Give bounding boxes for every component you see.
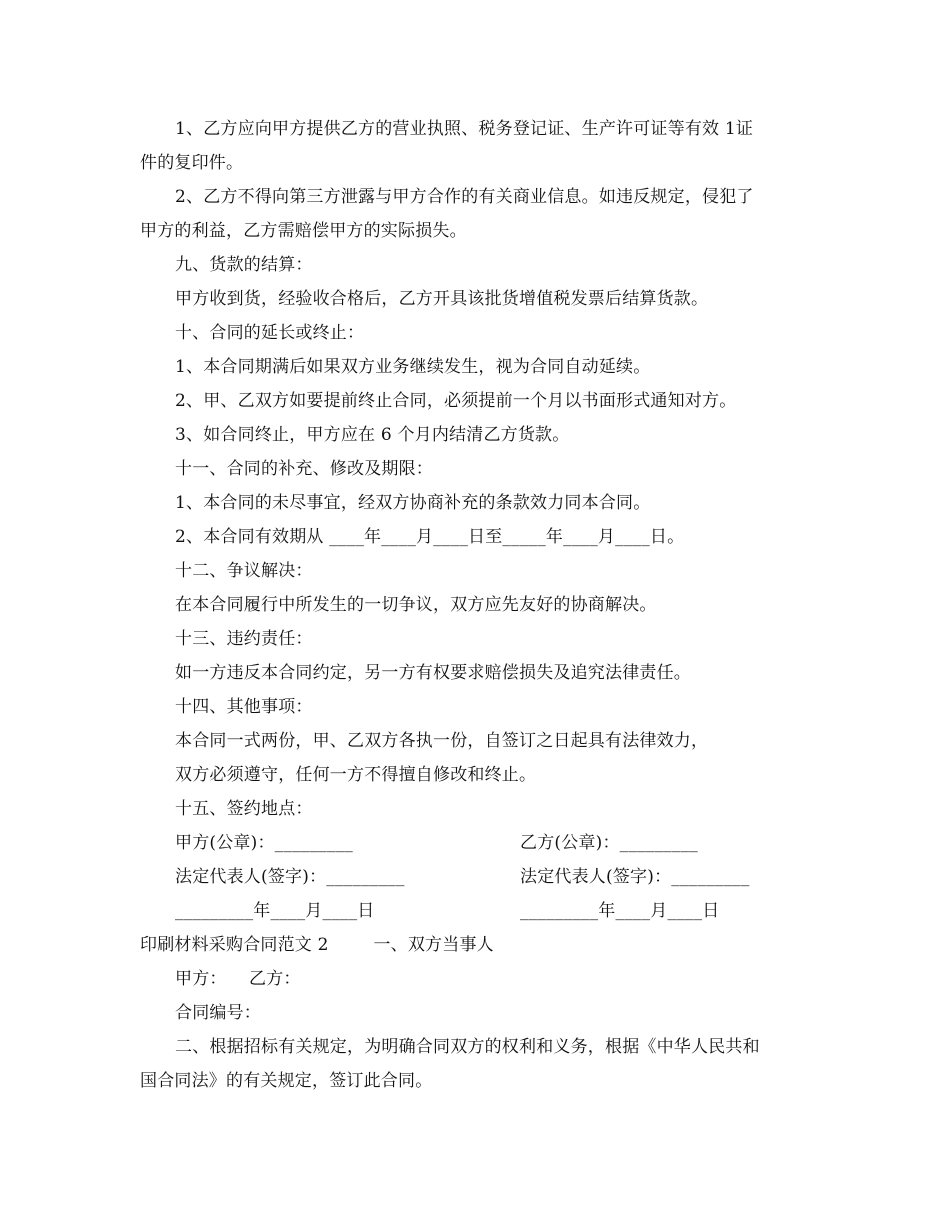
text-line: 甲方： 乙方： <box>175 969 301 989</box>
text-line: 1、本合同期满后如果双方业务继续发生，视为合同自动延续。 <box>175 357 651 377</box>
section-heading: 十四、其他事项： <box>175 697 313 717</box>
text-line: 合同编号： <box>175 1003 261 1023</box>
text-line: 件的复印件。 <box>140 153 244 173</box>
contract-title: 印刷材料采购合同范文 2 一、双方当事人 <box>140 935 494 955</box>
text-line: 二、根据招标有关规定，为明确合同双方的权利和义务，根据《中华人民共和 <box>175 1037 760 1057</box>
section-heading: 十三、违约责任： <box>175 629 313 649</box>
text-line: 甲方收到货，经验收合格后，乙方开具该批货增值税发票后结算货款。 <box>175 289 709 309</box>
party-a-seal: 甲方(公章)：_________ <box>175 833 353 853</box>
party-b-seal: 乙方(公章)：_________ <box>520 833 698 853</box>
text-line: 国合同法》的有关规定，签订此合同。 <box>140 1071 433 1091</box>
section-heading: 九、货款的结算： <box>175 255 313 275</box>
text-line: 如一方违反本合同约定，另一方有权要求赔偿损失及追究法律责任。 <box>175 663 691 683</box>
section-heading: 十、合同的延长或终止： <box>175 323 365 343</box>
text-line: 双方必须遵守，任何一方不得擅自修改和终止。 <box>175 765 537 785</box>
text-line: 甲方的利益，乙方需赔偿甲方的实际损失。 <box>140 221 467 241</box>
section-heading: 十一、合同的补充、修改及期限： <box>175 459 433 479</box>
text-line: 2、乙方不得向第三方泄露与甲方合作的有关商业信息。如违反规定，侵犯了 <box>175 187 754 207</box>
text-line: 3、如合同终止，甲方应在 6 个月内结清乙方货款。 <box>175 425 570 445</box>
text-line: 2、本合同有效期从 ____年____月____日至_____年____月____日。 <box>175 527 685 547</box>
party-a-representative: 法定代表人(签字)：_________ <box>175 867 405 887</box>
text-line: 本合同一式两份，甲、乙双方各执一份，自签订之日起具有法律效力， <box>175 731 709 751</box>
party-a-date: _________年____月____日 <box>175 901 375 921</box>
section-heading: 十五、签约地点： <box>175 799 313 819</box>
text-line: 2、甲、乙双方如要提前终止合同，必须提前一个月以书面形式通知对方。 <box>175 391 737 411</box>
text-line: 1、乙方应向甲方提供乙方的营业执照、税务登记证、生产许可证等有效 1证 <box>175 119 754 139</box>
party-b-date: _________年____月____日 <box>520 901 720 921</box>
party-b-representative: 法定代表人(签字)：_________ <box>520 867 750 887</box>
text-line: 在本合同履行中所发生的一切争议，双方应先友好的协商解决。 <box>175 595 657 615</box>
text-line: 1、本合同的未尽事宜，经双方协商补充的条款效力同本合同。 <box>175 493 651 513</box>
section-heading: 十二、争议解决： <box>175 561 313 581</box>
